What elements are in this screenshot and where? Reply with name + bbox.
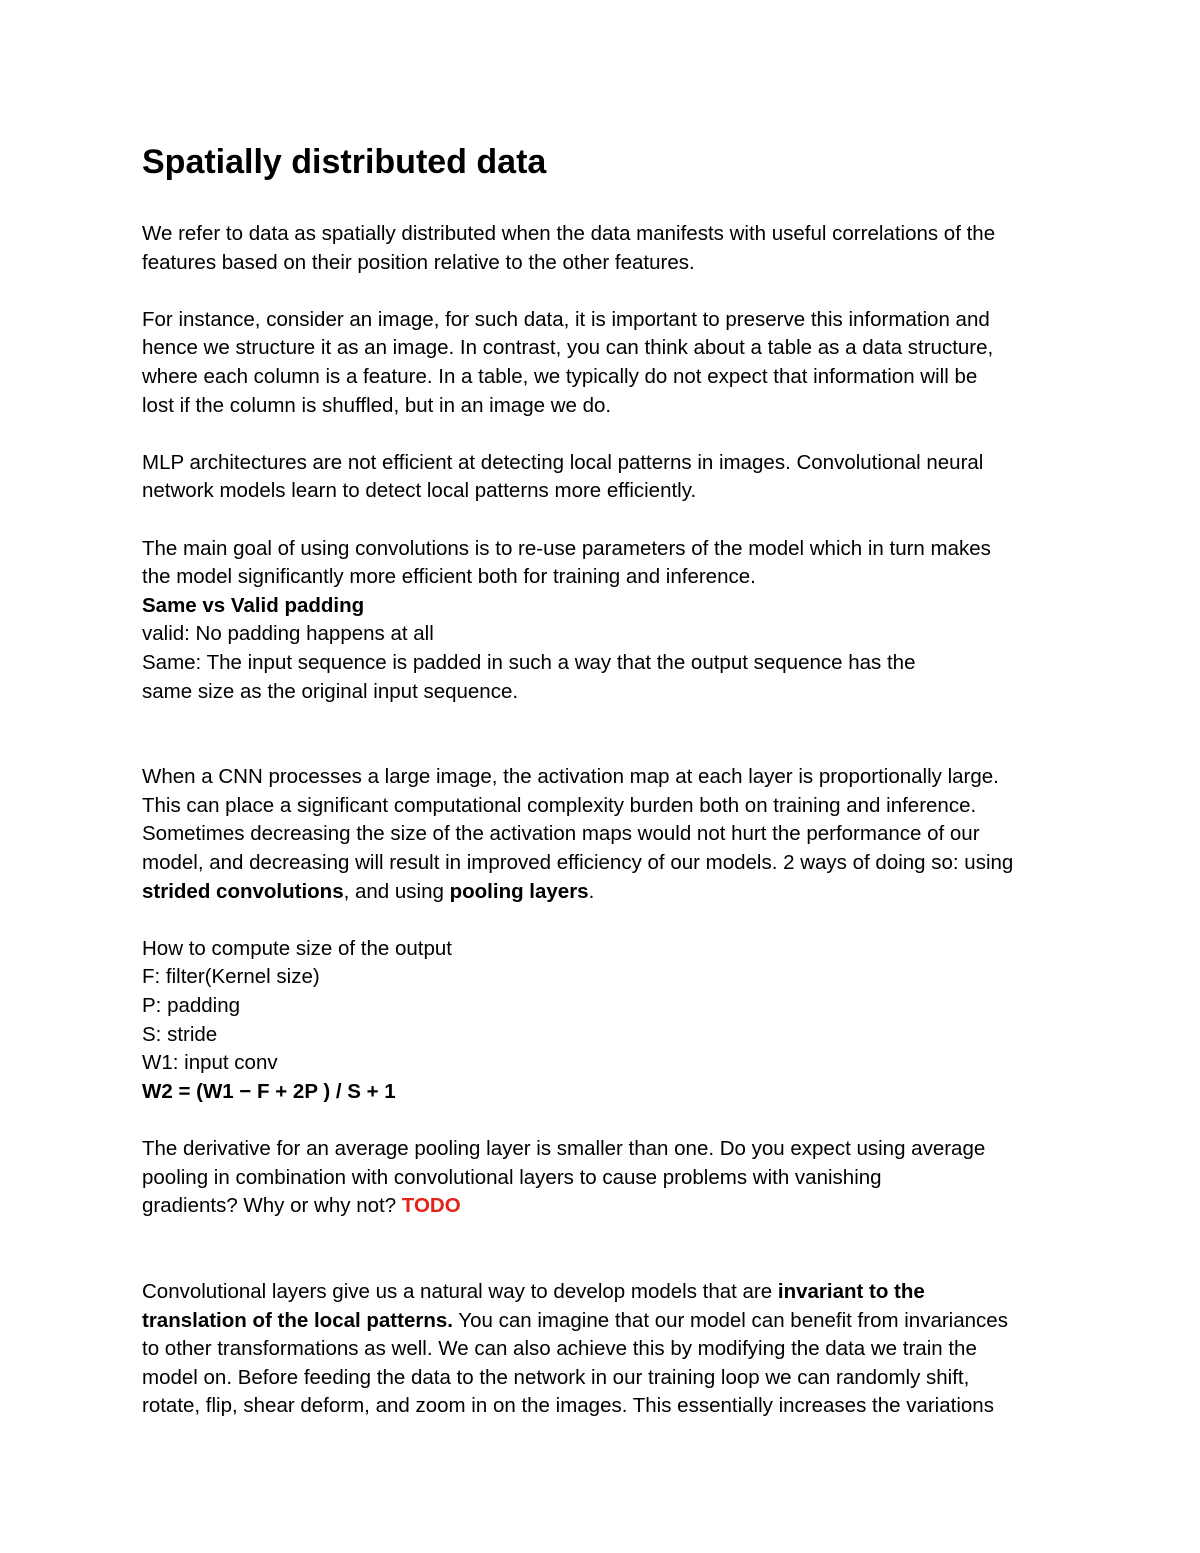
text-line: the model significantly more efficient both for training and inference. xyxy=(142,565,756,589)
formula-def-f: F: filter(Kernel size) xyxy=(142,965,320,989)
invariance-term: invariant to the xyxy=(777,1279,925,1303)
text-line: Sometimes decreasing the size of the activation maps would not hurt the performance of our xyxy=(142,822,980,846)
text-line xyxy=(142,878,1072,907)
padding-heading: Same vs Valid padding xyxy=(142,593,365,617)
paragraph-mlp xyxy=(142,449,1072,506)
paragraph-average-pooling-question xyxy=(142,1135,1072,1221)
text-line: The derivative for an average pooling layer is smaller than one. Do you expect using average xyxy=(142,1137,986,1160)
text-fragment: gradients? Why or why not? xyxy=(142,1194,402,1218)
paragraph-image-example xyxy=(142,306,1072,420)
text-line: model on. Before feeding the data to the network in our training loop we can randomly shift, xyxy=(142,1365,970,1389)
formula-def-s: S: stride xyxy=(142,1022,218,1046)
text-line: rotate, flip, shear deform, and zoom in on the images. This essentially increases the variations xyxy=(142,1394,994,1418)
paragraph-convolution-goal xyxy=(142,535,1072,592)
text-line: to other transformations as well. We can also achieve this by modifying the data we train the xyxy=(142,1337,977,1361)
pooling-layers-term: pooling layers xyxy=(449,879,589,903)
same-padding-text: same size as the original input sequence. xyxy=(142,679,519,703)
text-line xyxy=(142,1192,1072,1221)
todo-marker: TODO xyxy=(401,1194,461,1218)
text-line: pooling in combination with convolutional layers to cause problems with vanishing xyxy=(142,1165,882,1189)
document-title: Spatially distributed data xyxy=(142,143,547,181)
output-size-formula-section xyxy=(142,935,1072,1107)
padding-section xyxy=(142,592,1072,706)
same-padding-text: Same: The input sequence is padded in such a way that the output sequence has the xyxy=(142,650,916,674)
text-line: network models learn to detect local patterns more efficiently. xyxy=(142,479,697,503)
text-line: hence we structure it as an image. In contrast, you can think about a table as a data structure, xyxy=(142,336,994,360)
formula-def-p: P: padding xyxy=(142,994,241,1018)
text-line: features based on their position relative to the other features. xyxy=(142,250,695,274)
formula-def-w1: W1: input conv xyxy=(142,1051,278,1075)
invariance-term: translation of the local patterns. xyxy=(142,1308,453,1332)
text-line: where each column is a feature. In a table, we typically do not expect that information will be xyxy=(142,364,978,388)
text-line: MLP architectures are not efficient at detecting local patterns in images. Convolutional neural xyxy=(142,450,984,474)
text-line: lost if the column is shuffled, but in an image we do. xyxy=(142,393,612,417)
text-line: The main goal of using convolutions is to re-use parameters of the model which in turn makes xyxy=(142,536,991,560)
document-body xyxy=(142,140,1072,1421)
paragraph-spatial-definition xyxy=(142,220,1072,277)
formula-intro: How to compute size of the output xyxy=(142,936,452,960)
text-line xyxy=(142,1278,1072,1307)
text-fragment: Convolutional layers give us a natural way to develop models that are xyxy=(142,1279,778,1303)
text-line: We refer to data as spatially distributed when the data manifests with useful correlations of the xyxy=(142,222,996,245)
text-fragment: . xyxy=(588,879,595,903)
text-line: model, and decreasing will result in improved efficiency of our models. 2 ways of doing so: using xyxy=(142,851,1014,875)
text-line: This can place a significant computational complexity burden both on training and inference. xyxy=(142,793,977,817)
strided-convolutions-term: strided convolutions xyxy=(142,879,344,903)
formula-w2: W2 = (W1 − F + 2P ) / S + 1 xyxy=(142,1079,396,1103)
text-line: For instance, consider an image, for such data, it is important to preserve this information and xyxy=(142,307,990,331)
valid-padding-text: valid: No padding happens at all xyxy=(142,622,434,646)
paragraph-cnn-large-image xyxy=(142,763,1072,906)
text-fragment: You can imagine that our model can benefit from invariances xyxy=(452,1308,1008,1332)
text-line: When a CNN processes a large image, the activation map at each layer is proportionally large. xyxy=(142,765,999,789)
text-line xyxy=(142,1307,1072,1336)
paragraph-invariance xyxy=(142,1278,1072,1421)
text-fragment: , and using xyxy=(343,879,450,903)
